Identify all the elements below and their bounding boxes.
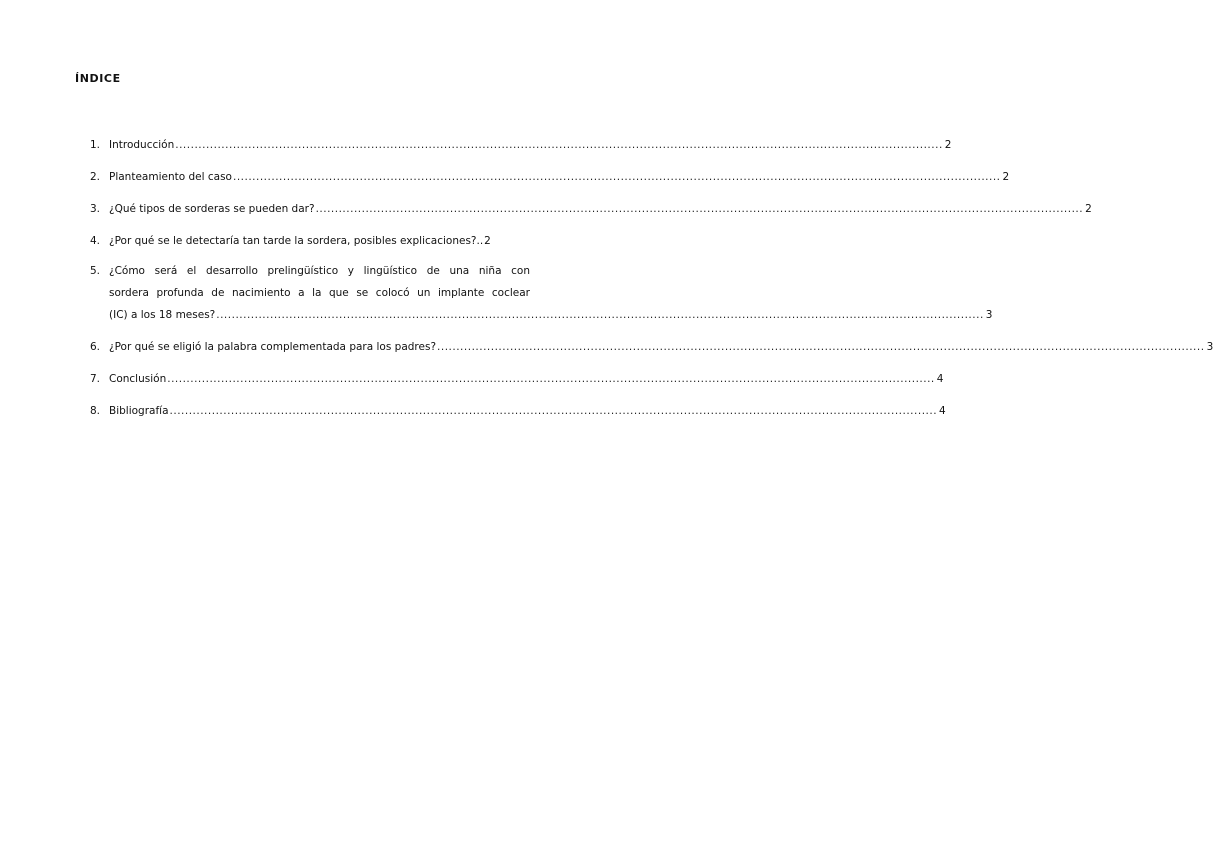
toc-entry-page: 3 bbox=[985, 309, 993, 321]
toc-entry-number: 7. bbox=[90, 373, 101, 385]
toc-entry-number: 5. bbox=[90, 265, 101, 277]
toc-entry-number: 1. bbox=[90, 139, 101, 151]
toc-entry-page: 4 bbox=[939, 405, 946, 417]
toc-entry-title: Conclusión bbox=[109, 373, 167, 385]
toc-entry-page: 3 bbox=[1206, 341, 1213, 353]
toc-entry-number: 2. bbox=[90, 171, 101, 183]
toc-entry-number: 3. bbox=[90, 203, 101, 215]
toc-entry-page: 2 bbox=[1085, 203, 1092, 215]
toc-entry-title: ¿Por qué se eligió la palabra complementada para los padres? bbox=[109, 341, 437, 353]
toc-entry-title-line: ¿Cómo será el desarrollo prelingüístico y lingüístico de una niña con bbox=[109, 265, 530, 277]
dot-leader: ........................................................................................................................................................................................................ bbox=[315, 203, 1084, 215]
toc-entry-page: 2 bbox=[484, 235, 491, 247]
toc-entry-number: 8. bbox=[90, 405, 101, 417]
toc-entry-title: Introducción bbox=[109, 139, 175, 151]
dot-leader: ........................................................................................................................................................................................................ bbox=[216, 309, 984, 321]
toc-entry-title-line: sordera profunda de nacimiento a la que se colocó un implante coclear bbox=[109, 287, 530, 299]
toc-entry-page: 2 bbox=[944, 139, 952, 151]
toc-entry-page: 4 bbox=[936, 373, 944, 385]
toc-entry-title: Planteamiento del caso bbox=[109, 171, 232, 183]
toc-entry-number: 4. bbox=[90, 235, 101, 247]
toc-entry-title: Bibliografía bbox=[109, 405, 169, 417]
dot-leader: ........................................................................................................................................................................................................ bbox=[169, 405, 938, 417]
dot-leader: ........................................................................................................................................................................................................ bbox=[232, 171, 1001, 183]
dot-leader: ........................................................................................................................................................................................................ bbox=[437, 341, 1205, 353]
toc-entry-page: 2 bbox=[1002, 171, 1010, 183]
dot-leader: ........................................................................................................................................................................................................ bbox=[167, 373, 935, 385]
toc-entry-title: ¿Qué tipos de sorderas se pueden dar? bbox=[109, 203, 315, 215]
toc-entry-title-line: (IC) a los 18 meses? bbox=[109, 309, 216, 321]
toc-entry-title: ¿Por qué se le detectaría tan tarde la sordera, posibles explicaciones?.. bbox=[109, 235, 484, 247]
dot-leader: ........................................................................................................................................................................................................ bbox=[175, 139, 943, 151]
page-title: ÍNDICE bbox=[75, 72, 121, 85]
toc-entry-number: 6. bbox=[90, 341, 101, 353]
